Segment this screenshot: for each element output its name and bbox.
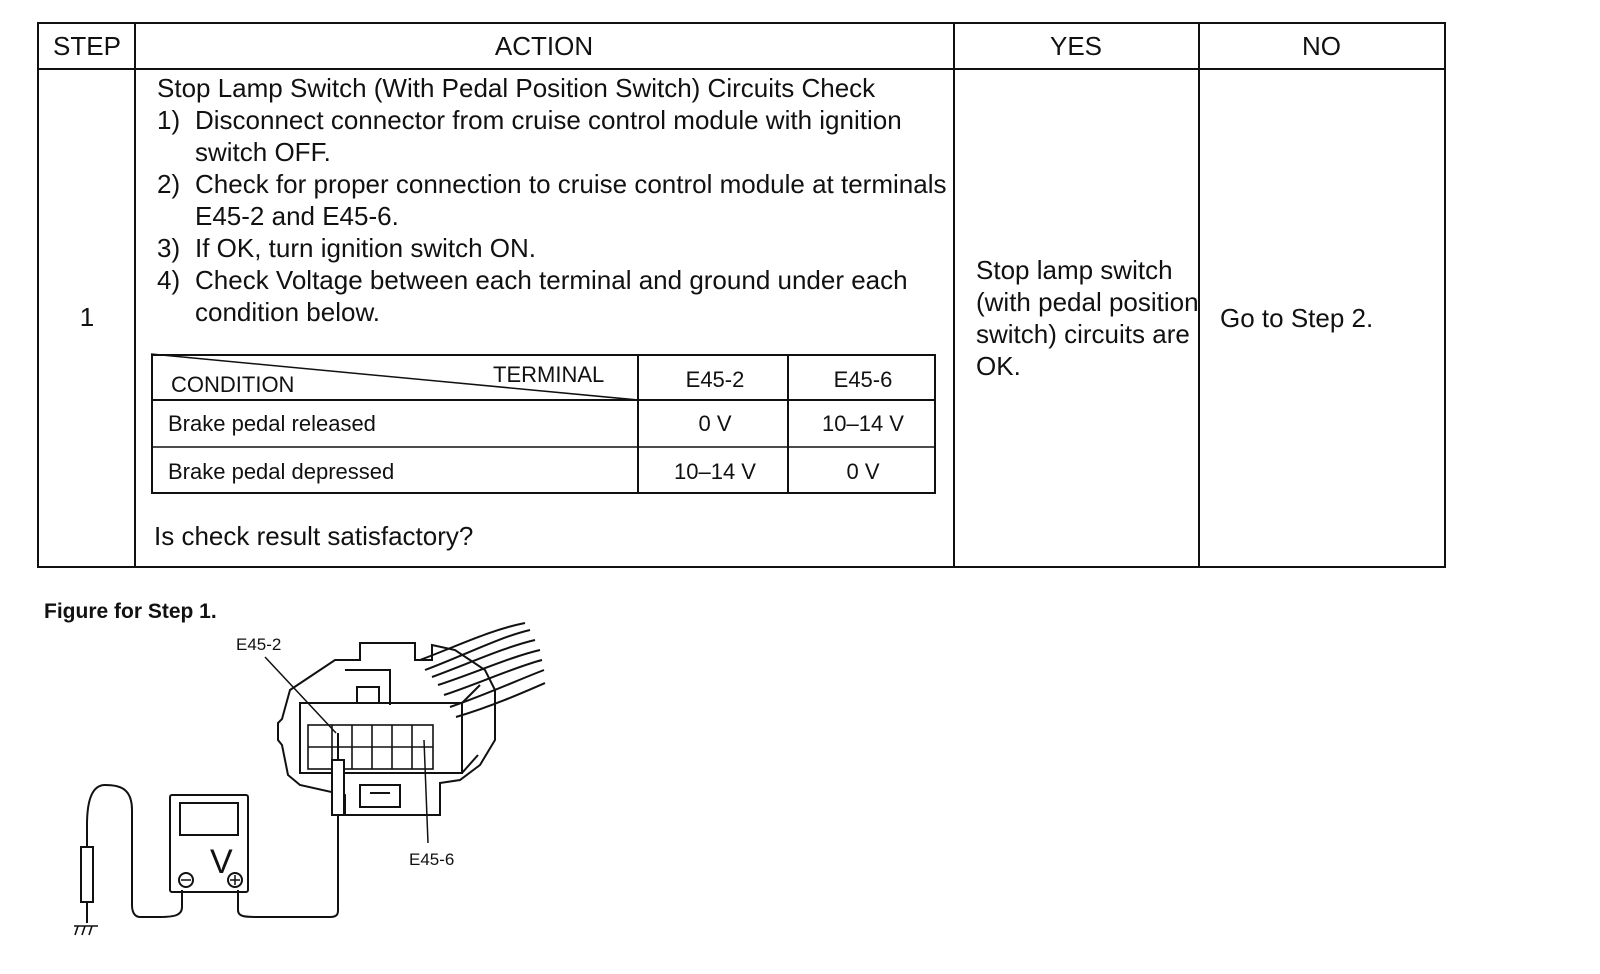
ground-probe bbox=[81, 847, 93, 923]
no-result: Go to Step 2. bbox=[1220, 303, 1374, 333]
action-cell bbox=[157, 72, 957, 328]
connector-body bbox=[278, 643, 495, 815]
step-index: 1) bbox=[157, 105, 181, 135]
header-e45-2: E45-2 bbox=[685, 367, 745, 392]
step-number: 1 bbox=[79, 302, 95, 332]
header-divider bbox=[39, 68, 1444, 70]
action-step-1 bbox=[157, 104, 957, 168]
header-condition: CONDITION bbox=[171, 372, 295, 397]
header-terminal: TERMINAL bbox=[493, 362, 605, 387]
header-e45-6: E45-6 bbox=[833, 367, 893, 392]
connector-diagram bbox=[60, 615, 560, 945]
meter-lead-negative bbox=[87, 785, 182, 917]
terminal-cavities bbox=[308, 725, 433, 769]
condition-released: Brake pedal released bbox=[168, 411, 376, 436]
header-yes: YES bbox=[1049, 30, 1103, 61]
column-divider bbox=[134, 24, 136, 566]
step-index: 3) bbox=[157, 233, 181, 263]
value-depressed-e45-6: 0 V bbox=[846, 459, 880, 484]
header-no: NO bbox=[1302, 30, 1341, 61]
check-question: Is check result satisfactory? bbox=[154, 521, 474, 551]
ground-icon bbox=[74, 926, 98, 935]
voltage-table bbox=[151, 354, 936, 494]
condition-depressed: Brake pedal depressed bbox=[168, 459, 395, 484]
test-probe bbox=[332, 733, 344, 910]
action-step-2 bbox=[157, 168, 957, 232]
header-action: ACTION bbox=[494, 30, 594, 61]
yes-result: Stop lamp switch (with pedal position switch) circuits are OK. bbox=[976, 255, 1199, 381]
meter-lead-positive bbox=[238, 890, 338, 917]
label-e45-6: E45-6 bbox=[409, 850, 455, 869]
step-index: 4) bbox=[157, 265, 181, 295]
meter-symbol: V bbox=[210, 843, 233, 881]
step-text: Check for proper connection to cruise control module at terminals E45-2 and E45-6. bbox=[195, 169, 947, 231]
action-title: Stop Lamp Switch (With Pedal Position Switch) Circuits Check bbox=[157, 73, 876, 103]
action-step-4 bbox=[157, 264, 957, 328]
step-text: Disconnect connector from cruise control module with ignition switch OFF. bbox=[195, 105, 902, 167]
voltmeter-icon bbox=[170, 795, 248, 892]
step-index: 2) bbox=[157, 169, 181, 199]
value-released-e45-6: 10–14 V bbox=[822, 411, 904, 436]
diagnostic-table bbox=[37, 22, 1446, 568]
value-released-e45-2: 0 V bbox=[698, 411, 732, 436]
action-steps bbox=[157, 104, 957, 328]
value-depressed-e45-2: 10–14 V bbox=[674, 459, 756, 484]
figure-title: Figure for Step 1. bbox=[44, 600, 217, 623]
leader-e45-6 bbox=[424, 740, 428, 843]
step-text: If OK, turn ignition switch ON. bbox=[195, 233, 537, 263]
action-step-3 bbox=[157, 232, 957, 264]
header-step: STEP bbox=[53, 30, 121, 61]
step-text: Check Voltage between each terminal and ground under each condition below. bbox=[195, 265, 908, 327]
label-e45-2: E45-2 bbox=[236, 635, 282, 654]
